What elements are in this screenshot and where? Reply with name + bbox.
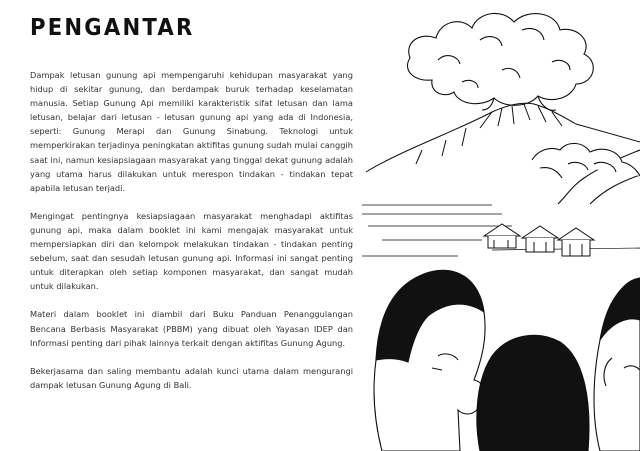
volcano-village-illustration <box>362 0 640 451</box>
villagers <box>374 270 640 451</box>
paragraph-4: Bekerjasama dan saling membantu adalah kunci utama dalam mengurangi dampak letusan Gunung Agung di Bali. <box>30 365 353 390</box>
paragraph-1: Dampak letusan gunung api mempengaruhi kehidupan masyarakat yang hidup di sekitar gunung, dan berdampak buruk terhadap keselamatan manusia. Setiap Gunung Api memiliki karakteristik sifat letusan dan lama letusan, belajar dari letusan - letusan gunung api yang ada di Indonesia, seperti: Gunung Merapi dan Gunung Sinabung. Teknologi untuk memperkirakan terjadinya peningkatan aktifitas gunung sudah mulai canggih saat ini, namun kesiapsiagaan masyarakat yang tinggal dekat gunung adalah yang utama harus dilakukan untuk merespon tindakan - tindakan tepat apabila letusan terjadi. <box>30 70 353 193</box>
paragraph-3: Materi dalam booklet ini diambil dari Buku Panduan Penanggulangan Bencana Berbasis Masyarakat (PBBM) yang dibuat oleh Yayasan IDEP dan Informasi penting dari pihak lainnya terkait dengan aktifitas Gunung Agung. <box>30 309 353 348</box>
intro-text <box>30 68 353 392</box>
eruption-cloud <box>407 13 593 110</box>
paragraph-2: Mengingat pentingnya kesiapsiagaan masyarakat menghadapi aktifitas gunung api, maka dalam booklet ini kami mengajak masyarakat untuk mempersiapkan diri dan kelompok melakukan tindakan - tindakan penting sebelum, saat dan sesudah letusan gunung api. Informasi ini sangat penting untuk diterapkan oleh setiap komponen masyarakat, dan sangat mudah untuk dilakukan. <box>30 210 353 292</box>
tree <box>532 143 640 204</box>
village-houses <box>484 224 594 256</box>
page-title: PENGANTAR <box>30 15 195 41</box>
